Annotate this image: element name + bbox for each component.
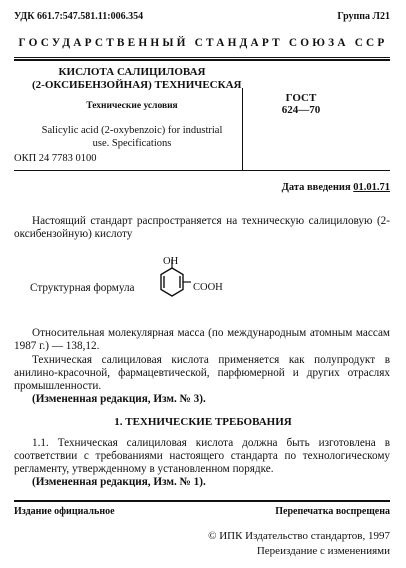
official-edition: Издание официальное (14, 506, 115, 517)
gost-label: ГОСТ (285, 92, 317, 104)
amendment-note-3: (Измененная редакция, Изм. № 3). (32, 393, 206, 405)
gost-designation (258, 92, 344, 116)
document-title (32, 66, 242, 91)
state-standard-heading: ГОСУДАРСТВЕННЫЙ СТАНДАРТ СОЮЗА ССР (18, 37, 388, 49)
title-line-1: КИСЛОТА САЛИЦИЛОВАЯ (58, 66, 206, 78)
formula-hydroxyl: OH (163, 256, 179, 267)
amendment-note-1: (Измененная редакция, Изм. № 1). (32, 476, 206, 488)
header-rule-thick (14, 59, 390, 61)
gost-number: 624—70 (281, 104, 321, 116)
molar-mass-paragraph: Относительная молекулярная масса (по международным атомным массам 1987 г.) — 138,12. (14, 327, 390, 353)
english-title: Salicylic acid (2-oxybenzoic) for industrial use. Specifications (41, 125, 223, 149)
structural-formula-label: Структурная формула (30, 282, 135, 294)
effective-date-value: 01.01.71 (353, 182, 390, 193)
reissue-line: Переиздание с изменениями (256, 545, 390, 557)
udk-code: УДК 661.7:547.581.11:006.354 (14, 11, 144, 22)
effective-date-label: Дата введения (281, 182, 351, 193)
scope-paragraph: Настоящий стандарт распространяется на техническую салициловую (2-оксибензойную) кислоту (14, 215, 390, 241)
title-line-2: (2-ОКСИБЕНЗОЙНАЯ) ТЕХНИЧЕСКАЯ (32, 78, 242, 91)
title-divider (242, 88, 243, 170)
titleblock-rule (14, 170, 390, 171)
reprint-prohibited: Перепечатка воспрещена (275, 506, 390, 517)
section-heading: 1. ТЕХНИЧЕСКИЕ ТРЕБОВАНИЯ (114, 416, 292, 428)
footer-rule (14, 500, 390, 502)
formula-carboxyl: COOH (193, 282, 223, 293)
okp-code: ОКП 24 7783 0100 (14, 153, 97, 164)
effective-date (282, 182, 390, 193)
application-paragraph: Техническая салициловая кислота применяется как полупродукт в анилино-красочной, фармацевтической, парфюмерной и других отраслях промышленности. (14, 354, 390, 393)
header-rule-thin (14, 57, 390, 58)
requirement-1-1: 1.1. Техническая салициловая кислота должна быть изготовлена в соответствии с требованиями настоящего стандарта по технологическому регламенту, утвержденному в установленном порядке. (14, 437, 390, 476)
document-subtitle: Технические условия (86, 101, 178, 111)
group-code: Группа Л21 (337, 11, 390, 22)
copyright-line: © ИПК Издательство стандартов, 1997 (208, 530, 390, 542)
